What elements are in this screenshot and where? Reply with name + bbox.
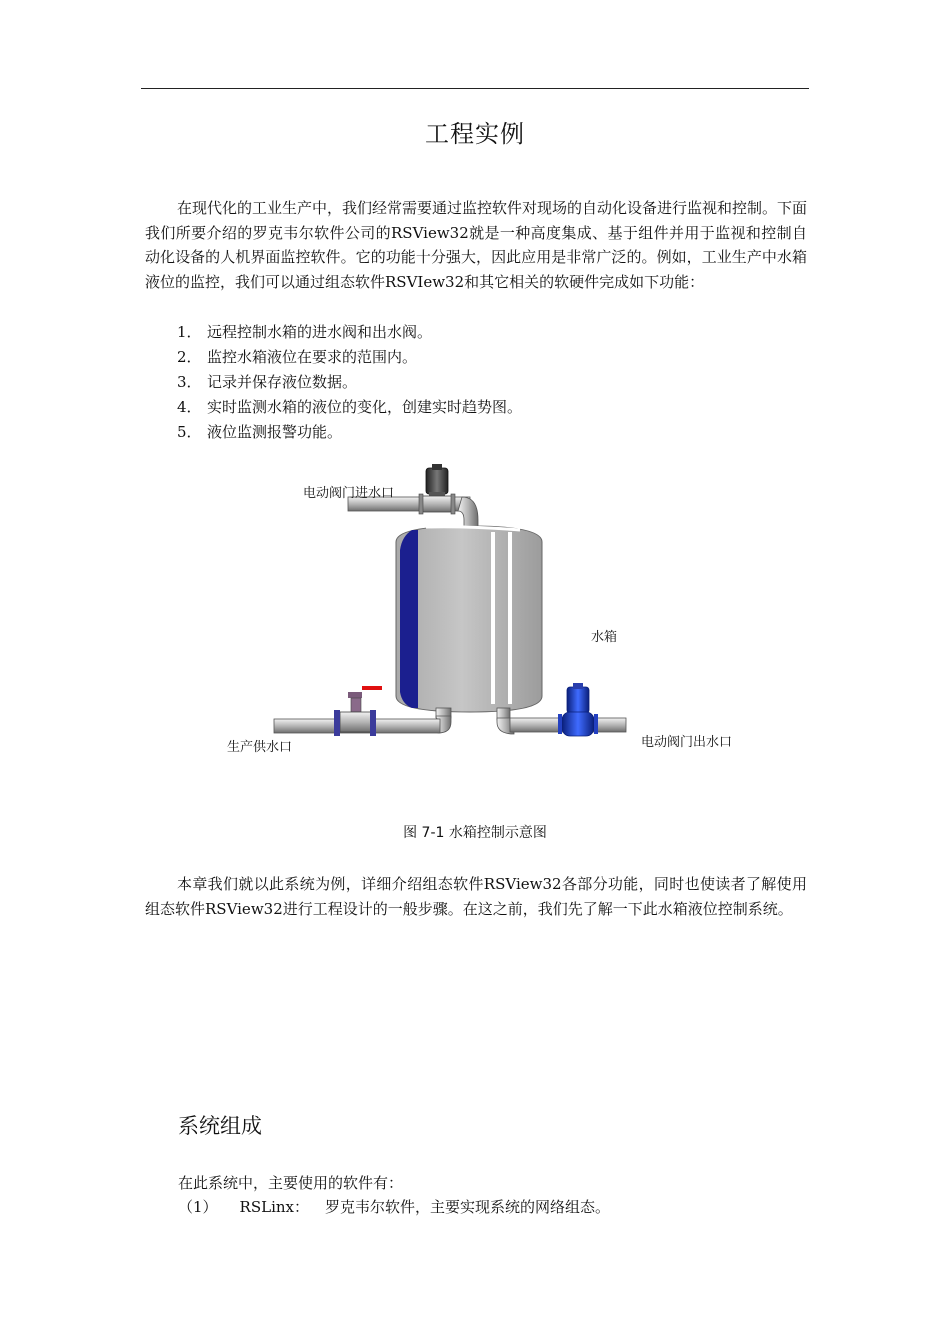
water-tank [396,526,542,712]
chapter-paragraph: 本章我们就以此系统为例，详细介绍组态软件RSView32各部分功能，同时也使读者了解使用组态软件RSView32进行工程设计的一般步骤。在这之前，我们先了解一下此水箱液位控制系统。 [145,875,807,918]
list-item: 4． 实时监测水箱的液位的变化，创建实时趋势图。 [177,398,523,416]
supply-label: 生产供水口 [227,740,293,755]
manual-valve-icon [334,686,382,736]
tank-label: 水箱 [591,630,618,645]
inlet-valve-label: 电动阀门进水口 [303,486,395,501]
outlet-valve-icon [558,683,598,736]
header-rule [141,88,809,89]
section-heading: 系统组成 [178,1114,262,1138]
function-list [177,320,522,445]
tank-schematic-svg [200,460,760,770]
inlet-valve-icon [419,464,455,514]
figure-caption: 图 7-1 水箱控制示意图 [403,825,547,841]
list-item: 1． 远程控制水箱的进水阀和出水阀。 [177,323,433,341]
outlet-valve-label: 电动阀门出水口 [641,735,733,750]
list-item: 5． 液位监测报警功能。 [177,423,343,441]
software-intro: 在此系统中，主要使用的软件有： [178,1174,404,1192]
list-item: 3． 记录并保存液位数据。 [177,373,358,391]
water-tank-diagram [200,460,760,770]
page-title: 工程实例 [425,120,525,148]
software-item: （1） RSLinx： 罗克韦尔软件，主要实现系统的网络组态。 [178,1198,611,1216]
intro-paragraph: 在现代化的工业生产中，我们经常需要通过监控软件对现场的自动化设备进行监视和控制。下面我们所要介绍的罗克韦尔软件公司的RSView32就是一种高度集成、基于组件并用于监视和控制自动化设备的人机界面监控软件。它的功能十分强大，因此应用是非常广泛的。例如，工业生产中水箱液位的监控，我们可以通过组态软件RSVIew32和其它相关的软硬件完成如下功能： [145,199,808,291]
list-item: 2． 监控水箱液位在要求的范围内。 [177,348,418,366]
